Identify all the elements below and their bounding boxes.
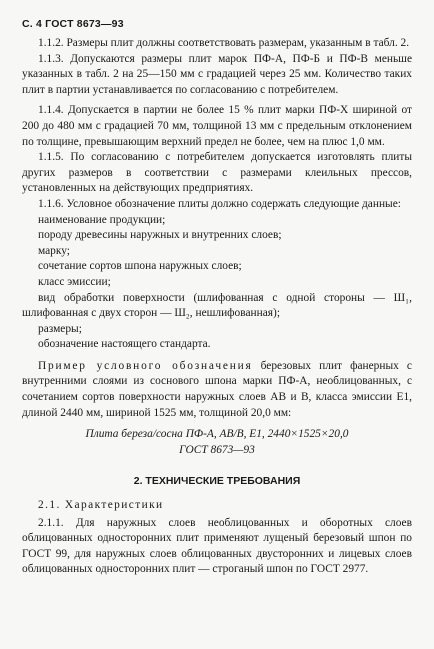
page-header: С. 4 ГОСТ 8673—93 [22,18,124,30]
document-body [22,36,412,578]
list-item: вид обработки поверхности (шлифованная с одной стороны — Ш₁, шлифованная с двух сторон — Ш₂, нешлифованная); [22,291,412,320]
designation-example [22,427,412,458]
example-heading: Пример условного обозначения [38,359,253,372]
list-item: наименование продукции; [38,213,166,226]
example-paragraph [22,359,412,421]
designation-items-list [22,213,412,353]
list-item: размеры; [38,322,82,335]
section-2-title: 2. ТЕХНИЧЕСКИЕ ТРЕБОВАНИЯ [133,475,301,488]
list-item: марку; [38,244,70,257]
example-text: березовых плит фанерных с внутренними слоями из соснового шпона марки ПФ-А, необлицованных, с сочетанием сортов поверхности наружных слоев АВ и В, класса эмиссии Е1, длиной 2440 мм, шириной 1525 мм, толщиной 20,0 мм: [22,359,412,419]
list-item: породу древесины наружных и внутренних слоев; [38,229,282,242]
paragraph-1-1-4: 1.1.4. Допускается в партии не более 15 % плит марки ПФ-Х шириной от 200 до 480 мм с градацией 70 мм, толщиной 13 мм с предельным отклонением по толщине, превышающим верхний предел не более, чем на плюс 1,0 мм. [22,104,412,148]
list-item: класс эмиссии; [38,275,111,288]
paragraph-1-1-2: 1.1.2. Размеры плит должны соответствовать размерам, указанным в табл. 2. [38,37,410,49]
subsection-2-1-heading: 2.1. Характеристики [38,499,164,512]
designation-standard: ГОСТ 8673—93 [179,443,255,456]
paragraph-1-1-3: 1.1.3. Допускаются размеры плит марок ПФ-А, ПФ-Б и ПФ-В меньше указанных в табл. 2 на 25—150 мм с градацией через 25 мм. Количество таких плит в партии устанавливается по согласованию с потребителем. [22,52,412,96]
paragraph-1-1-6: 1.1.6. Условное обозначение плиты должно содержать следующие данные: [38,197,401,210]
paragraph-1-1-5: 1.1.5. По согласованию с потребителем допускается изготовлять плиты других размеров в соответствии с размерами клеильных прессов, установленных на действующих предприятиях. [22,151,412,195]
designation-line: Плита береза/сосна ПФ-А, АВ/В, Е1, 2440×1525×20,0 [85,428,349,441]
list-item: обозначение настоящего стандарта. [38,338,211,351]
list-item: сочетание сортов шпона наружных слоев; [38,260,242,273]
paragraph-2-1-1: 2.1.1. Для наружных слоев необлицованных и оборотных слоев облицованных односторонних плит применяют лущеный березовый шпон по ГОСТ 99, для наружных слоев облицованных двусторонних и лицевых слоев облицованных односторонних плит — строганый шпон по ГОСТ 2977. [22,516,412,576]
